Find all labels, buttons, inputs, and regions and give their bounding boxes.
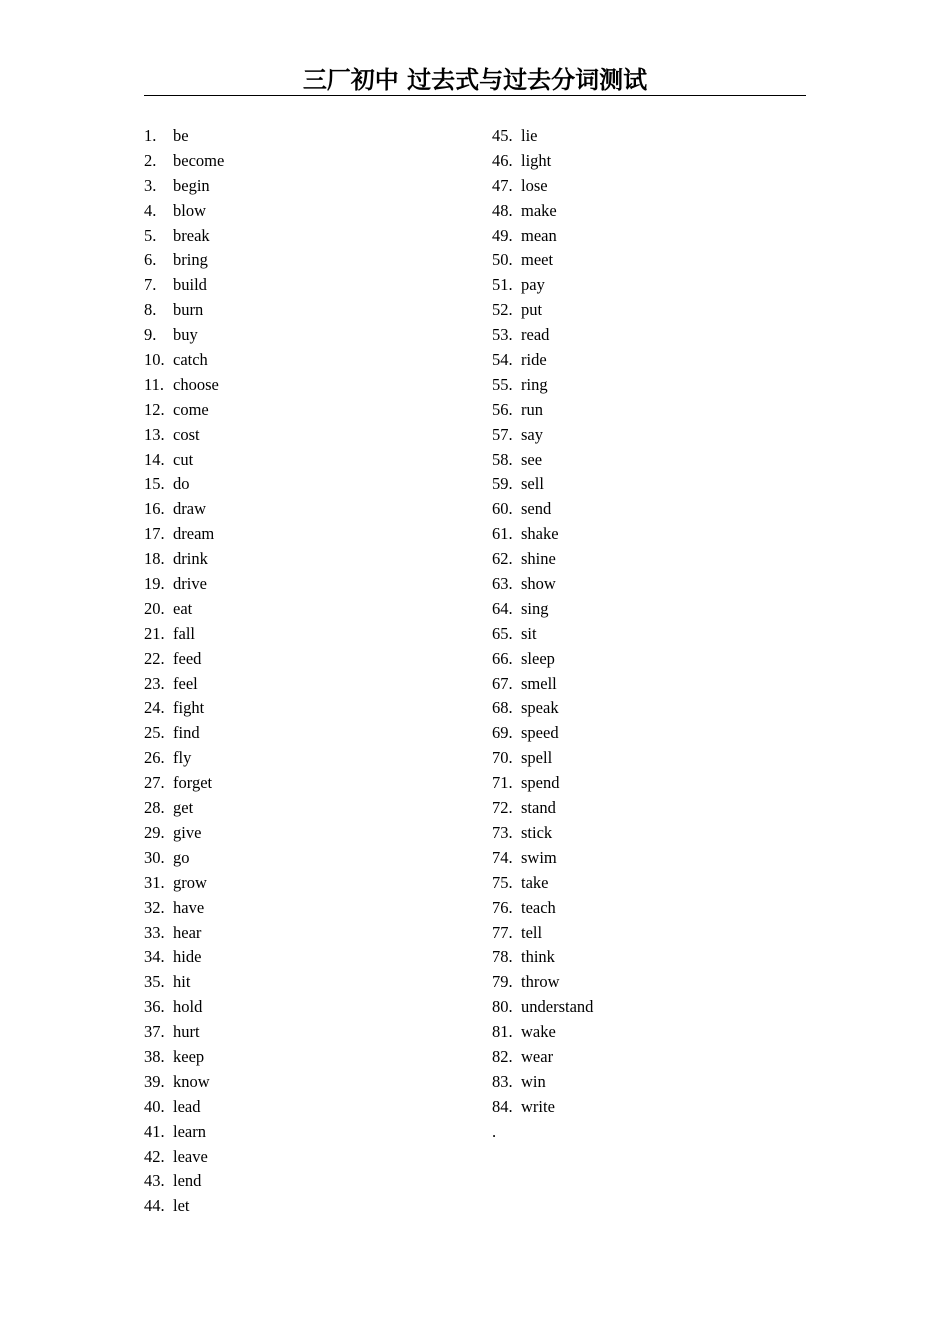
item-word: drink	[173, 549, 208, 569]
item-word: bring	[173, 250, 208, 270]
word-list-item	[144, 746, 474, 771]
item-number: 47.	[492, 175, 513, 195]
word-list-item	[144, 921, 474, 946]
word-list-item	[492, 672, 812, 697]
item-word: wear	[521, 1046, 554, 1066]
item-word: hit	[173, 972, 191, 992]
item-word: put	[521, 300, 543, 320]
trailing-period: .	[492, 1121, 497, 1141]
item-word: break	[173, 225, 210, 245]
item-word: choose	[173, 374, 219, 394]
item-word: ring	[521, 374, 548, 394]
item-word: run	[521, 399, 543, 419]
item-number: 13.	[144, 424, 165, 444]
item-word: fall	[173, 623, 195, 643]
item-word: sell	[521, 474, 544, 494]
word-list-item	[144, 572, 474, 597]
item-number: 19.	[144, 574, 165, 594]
item-word: light	[521, 150, 552, 170]
word-list-item	[492, 373, 812, 398]
item-word: wake	[521, 1022, 556, 1042]
item-word: go	[173, 847, 190, 867]
item-number: 23.	[144, 673, 165, 693]
item-word: spell	[521, 748, 553, 768]
item-number: 30.	[144, 847, 165, 867]
word-list-item	[144, 423, 474, 448]
item-word: mean	[521, 225, 557, 245]
word-list-item	[144, 597, 474, 622]
word-list-item	[492, 348, 812, 373]
word-list-item	[492, 1070, 812, 1095]
item-number: 58.	[492, 449, 513, 469]
item-word: find	[173, 723, 200, 743]
item-number: 37.	[144, 1022, 165, 1042]
item-word: build	[173, 275, 207, 295]
word-list-right-column	[492, 124, 812, 1145]
item-word: fly	[173, 748, 192, 768]
item-number: 74.	[492, 847, 513, 867]
item-number: 46.	[492, 150, 513, 170]
item-number: 33.	[144, 922, 165, 942]
item-word: become	[173, 150, 225, 170]
word-list-item	[144, 1045, 474, 1070]
item-word: catch	[173, 350, 208, 370]
item-word: draw	[173, 499, 206, 519]
item-number: 29.	[144, 822, 165, 842]
item-number: 2.	[144, 150, 157, 170]
item-word: have	[173, 897, 205, 917]
item-word: make	[521, 200, 557, 220]
item-number: 57.	[492, 424, 513, 444]
item-word: shine	[521, 549, 556, 569]
item-word: blow	[173, 200, 206, 220]
item-number: 53.	[492, 325, 513, 345]
item-word: learn	[173, 1121, 206, 1141]
item-word: come	[173, 399, 209, 419]
item-number: 20.	[144, 598, 165, 618]
word-list-item	[492, 149, 812, 174]
item-number: 77.	[492, 922, 513, 942]
item-number: 68.	[492, 698, 513, 718]
item-number: 31.	[144, 872, 165, 892]
word-list-item	[492, 298, 812, 323]
word-list-item	[144, 672, 474, 697]
item-number: 71.	[492, 773, 513, 793]
item-word: cut	[173, 449, 194, 469]
item-word: smell	[521, 673, 557, 693]
item-word: throw	[521, 972, 560, 992]
item-word: leave	[173, 1146, 208, 1166]
item-word: know	[173, 1071, 210, 1091]
word-list-item	[144, 696, 474, 721]
word-list-item	[492, 248, 812, 273]
item-number: 3.	[144, 175, 157, 195]
word-list-item	[144, 472, 474, 497]
item-number: 7.	[144, 275, 157, 295]
item-number: 72.	[492, 798, 513, 818]
word-list-item	[144, 970, 474, 995]
item-word: forget	[173, 773, 213, 793]
item-word: drive	[173, 574, 207, 594]
item-word: say	[521, 424, 543, 444]
item-word: feed	[173, 648, 202, 668]
item-number: 32.	[144, 897, 165, 917]
item-number: 36.	[144, 997, 165, 1017]
item-number: 76.	[492, 897, 513, 917]
item-number: 41.	[144, 1121, 165, 1141]
word-list-item	[144, 174, 474, 199]
item-number: 69.	[492, 723, 513, 743]
item-number: 16.	[144, 499, 165, 519]
word-list-item	[492, 871, 812, 896]
word-list-item	[492, 199, 812, 224]
item-number: 27.	[144, 773, 165, 793]
word-list-item	[492, 746, 812, 771]
word-list-item	[492, 995, 812, 1020]
item-number: 1.	[144, 126, 157, 145]
item-word: write	[521, 1096, 555, 1116]
item-word: buy	[173, 325, 198, 345]
item-number: 11.	[144, 374, 165, 394]
item-number: 48.	[492, 200, 513, 220]
item-number: 22.	[144, 648, 165, 668]
item-number: 4.	[144, 200, 157, 220]
item-word: read	[521, 325, 550, 345]
word-list-item	[144, 373, 474, 398]
item-number: 65.	[492, 623, 513, 643]
word-list-item	[492, 721, 812, 746]
item-word: hurt	[173, 1022, 200, 1042]
item-number: 79.	[492, 972, 513, 992]
item-number: 34.	[144, 947, 165, 967]
item-word: understand	[521, 997, 594, 1017]
word-list-item	[492, 771, 812, 796]
word-list-item	[492, 174, 812, 199]
item-number: 39.	[144, 1071, 165, 1091]
item-number: 78.	[492, 947, 513, 967]
item-number: 54.	[492, 350, 513, 370]
word-list-item	[144, 547, 474, 572]
word-list-item	[144, 1194, 474, 1219]
item-word: tell	[521, 922, 543, 942]
word-list-item	[492, 497, 812, 522]
item-number: 8.	[144, 300, 157, 320]
item-word: meet	[521, 250, 554, 270]
word-list-item	[144, 124, 474, 149]
word-list-item	[492, 1095, 812, 1120]
word-list-item	[492, 572, 812, 597]
item-word: lead	[173, 1096, 201, 1116]
item-word: stand	[521, 798, 556, 818]
word-list-item	[144, 896, 474, 921]
item-number: 42.	[144, 1146, 165, 1166]
word-list-item	[144, 622, 474, 647]
item-word: sing	[521, 598, 549, 618]
word-list-item	[492, 1020, 812, 1045]
item-number: 40.	[144, 1096, 165, 1116]
item-word: stick	[521, 822, 553, 842]
word-list-item	[492, 273, 812, 298]
item-word: see	[521, 449, 543, 469]
item-number: 59.	[492, 474, 513, 494]
item-word: keep	[173, 1046, 205, 1066]
item-number: 18.	[144, 549, 165, 569]
item-number: 80.	[492, 997, 513, 1017]
word-list-left-column	[144, 124, 474, 1219]
word-list-item	[144, 1070, 474, 1095]
word-list-item	[492, 398, 812, 423]
word-list-item	[144, 1145, 474, 1170]
item-number: 61.	[492, 524, 513, 544]
word-list-item	[144, 522, 474, 547]
item-word: do	[173, 474, 190, 494]
item-number: 21.	[144, 623, 165, 643]
item-number: 17.	[144, 524, 165, 544]
word-list-item	[492, 921, 812, 946]
item-word: hide	[173, 947, 202, 967]
item-number: 70.	[492, 748, 513, 768]
word-list-item	[492, 522, 812, 547]
word-list-item	[492, 323, 812, 348]
word-list-item	[144, 448, 474, 473]
word-list-item	[144, 995, 474, 1020]
item-word: teach	[521, 897, 556, 917]
item-word: begin	[173, 175, 210, 195]
item-word: be	[173, 126, 189, 145]
item-number: 10.	[144, 350, 165, 370]
item-word: eat	[173, 598, 193, 618]
item-number: 24.	[144, 698, 165, 718]
item-word: grow	[173, 872, 207, 892]
item-word: take	[521, 872, 549, 892]
item-number: 82.	[492, 1046, 513, 1066]
word-list-item	[492, 597, 812, 622]
item-number: 45.	[492, 126, 513, 145]
word-list-item	[492, 224, 812, 249]
item-word: shake	[521, 524, 559, 544]
item-number: 12.	[144, 399, 165, 419]
item-word: show	[521, 574, 556, 594]
word-list-item	[144, 771, 474, 796]
item-word: send	[521, 499, 552, 519]
item-number: 67.	[492, 673, 513, 693]
word-list-item	[144, 1169, 474, 1194]
item-number: 63.	[492, 574, 513, 594]
item-number: 55.	[492, 374, 513, 394]
item-word: speak	[521, 698, 559, 718]
item-word: speed	[521, 723, 559, 743]
item-number: 51.	[492, 275, 513, 295]
word-list-item	[492, 448, 812, 473]
word-list-item	[144, 846, 474, 871]
word-list-item	[492, 1045, 812, 1070]
item-number: 84.	[492, 1096, 513, 1116]
word-list-item	[144, 323, 474, 348]
word-list-item	[144, 647, 474, 672]
item-word: pay	[521, 275, 545, 295]
word-list-item	[144, 871, 474, 896]
item-word: give	[173, 822, 202, 842]
item-number: 9.	[144, 325, 157, 345]
item-number: 81.	[492, 1022, 513, 1042]
item-number: 75.	[492, 872, 513, 892]
item-number: 43.	[144, 1171, 165, 1191]
item-number: 14.	[144, 449, 165, 469]
word-list-item	[144, 1020, 474, 1045]
word-list-item	[492, 547, 812, 572]
item-number: 28.	[144, 798, 165, 818]
word-list-item	[144, 1095, 474, 1120]
word-list-item	[144, 821, 474, 846]
item-number: 15.	[144, 474, 165, 494]
word-list-item	[492, 945, 812, 970]
item-number: 73.	[492, 822, 513, 842]
word-list-item	[144, 224, 474, 249]
item-word: think	[521, 947, 555, 967]
word-list-item	[144, 273, 474, 298]
item-number: 50.	[492, 250, 513, 270]
word-list-item	[144, 248, 474, 273]
word-list-item	[492, 423, 812, 448]
word-list-item	[492, 970, 812, 995]
item-number: 25.	[144, 723, 165, 743]
word-list-item	[492, 821, 812, 846]
word-list-item	[492, 124, 812, 149]
item-number: 64.	[492, 598, 513, 618]
item-word: sit	[521, 623, 537, 643]
item-word: lie	[521, 126, 538, 145]
word-list-item	[144, 945, 474, 970]
word-list-item	[144, 1120, 474, 1145]
item-word: feel	[173, 673, 198, 693]
item-number: 52.	[492, 300, 513, 320]
word-list-item	[492, 622, 812, 647]
word-list-item	[492, 796, 812, 821]
word-list-item	[144, 199, 474, 224]
word-list-item	[144, 721, 474, 746]
word-list-item	[144, 796, 474, 821]
document-title: 三厂初中 过去式与过去分词测试	[302, 66, 648, 94]
item-word: let	[173, 1196, 190, 1216]
item-word: get	[173, 798, 194, 818]
item-word: cost	[173, 424, 200, 444]
item-word: hear	[173, 922, 202, 942]
item-number: 6.	[144, 250, 157, 270]
item-number: 26.	[144, 748, 165, 768]
word-list-item	[144, 497, 474, 522]
word-list-item	[492, 696, 812, 721]
word-list-item	[492, 472, 812, 497]
item-word: sleep	[521, 648, 555, 668]
item-number: 66.	[492, 648, 513, 668]
word-list-item	[492, 896, 812, 921]
item-number: 60.	[492, 499, 513, 519]
title-underline	[144, 95, 806, 96]
item-word: lose	[521, 175, 548, 195]
item-word: dream	[173, 524, 215, 544]
item-word: fight	[173, 698, 205, 718]
item-number: 35.	[144, 972, 165, 992]
word-list-item	[144, 348, 474, 373]
item-word: swim	[521, 847, 557, 867]
item-word: burn	[173, 300, 204, 320]
word-list-item	[144, 149, 474, 174]
item-number: 5.	[144, 225, 157, 245]
item-word: hold	[173, 997, 203, 1017]
word-list-item	[144, 398, 474, 423]
item-number: 44.	[144, 1196, 165, 1216]
word-list-item	[144, 298, 474, 323]
item-word: lend	[173, 1171, 202, 1191]
item-word: ride	[521, 350, 547, 370]
item-number: 38.	[144, 1046, 165, 1066]
word-list-item	[492, 846, 812, 871]
item-word: win	[521, 1071, 546, 1091]
item-number: 56.	[492, 399, 513, 419]
item-word: spend	[521, 773, 560, 793]
item-number: 62.	[492, 549, 513, 569]
item-number: 83.	[492, 1071, 513, 1091]
item-number: 49.	[492, 225, 513, 245]
word-list-item	[492, 647, 812, 672]
